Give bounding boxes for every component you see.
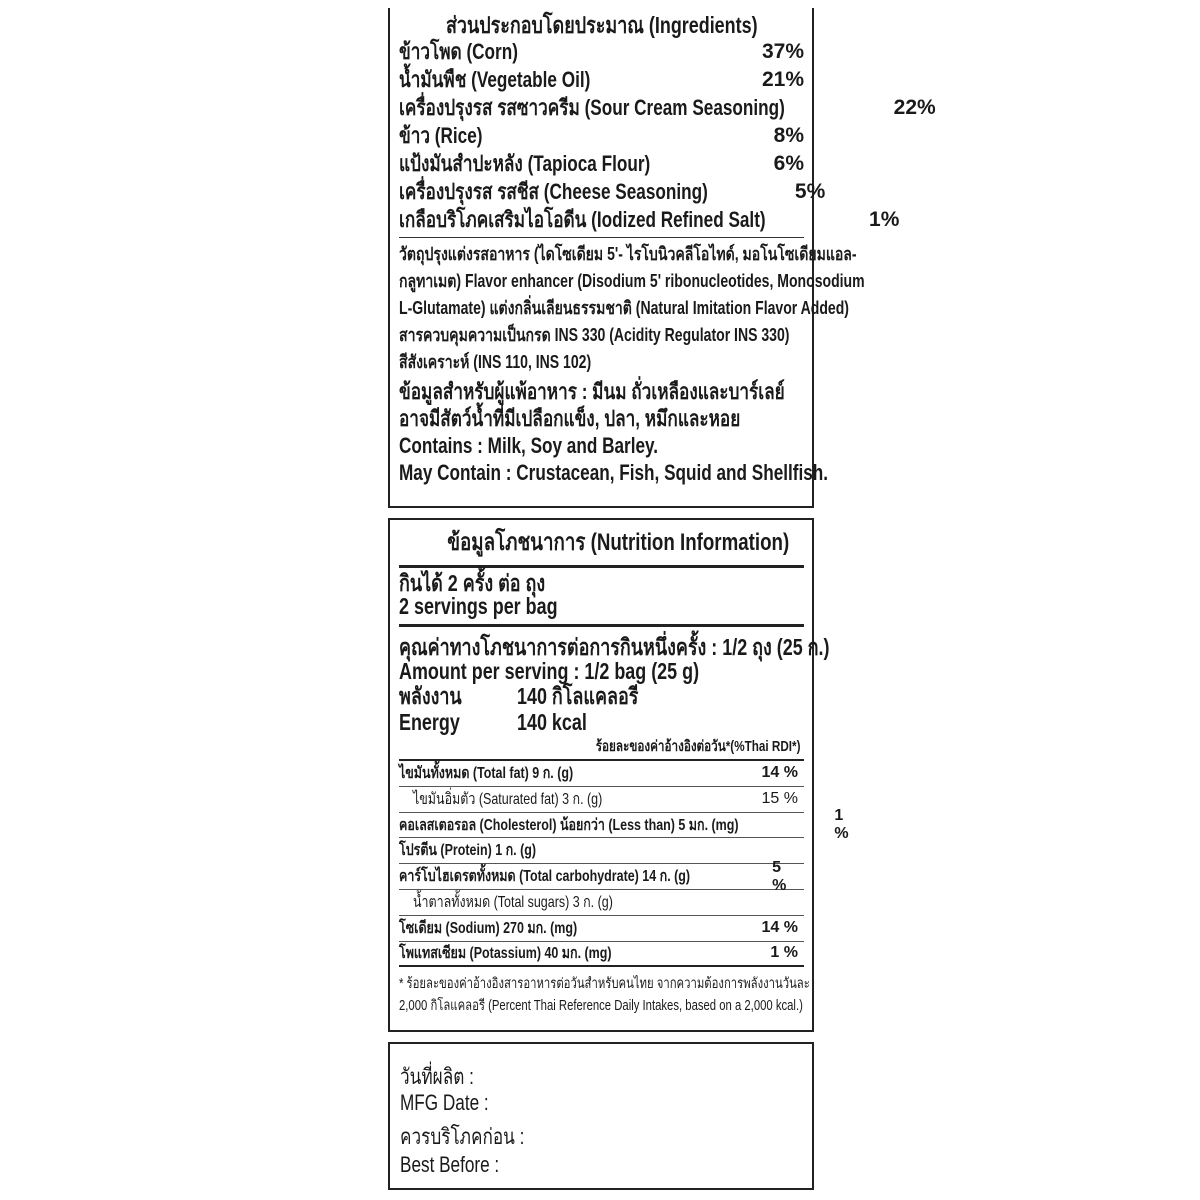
amount-block bbox=[399, 627, 830, 735]
ingredient-percent: 8% bbox=[773, 124, 804, 147]
nutrient-label: โพแทสเซียม (Potassium) 40 มก. (mg) bbox=[399, 944, 612, 962]
nutrient-label: ไขมันอิ่มตัว (Saturated fat) 3 ก. (g) bbox=[413, 790, 603, 808]
nutrient-row-saturated-fat bbox=[399, 787, 804, 813]
additive-line: L-Glutamate) แต่งกลิ่นเลียนธรรมชาติ (Natural Imitation Flavor Added) bbox=[399, 298, 849, 318]
nutrient-label: โปรตีน (Protein) 1 ก. (g) bbox=[399, 842, 537, 860]
ingredient-row-rice bbox=[399, 122, 804, 150]
nutrient-percent: 14 % bbox=[761, 764, 798, 782]
nutrition-title: ข้อมูลโภชนาการ (Nutrition Information) bbox=[447, 529, 790, 556]
nutrient-percent: 1 % bbox=[770, 944, 798, 962]
amount-en: Amount per serving : 1/2 bag (25 g) bbox=[399, 658, 700, 684]
ingredient-percent: 5% bbox=[794, 180, 826, 203]
nutrient-label: คาร์โบไฮเดรตทั้งหมด (Total carbohydrate) 14 ก. (g) bbox=[399, 868, 691, 886]
servings-th: กินได้ 2 ครั้ง ต่อ ถุง bbox=[399, 570, 546, 596]
nutrient-percent: 1 % bbox=[834, 807, 849, 842]
nutrient-row-sodium bbox=[399, 916, 804, 942]
allergen-may-contain: May Contain : Crustacean, Fish, Squid and Shellfish. bbox=[399, 460, 829, 485]
mfg-date-en: MFG Date : bbox=[400, 1090, 489, 1115]
additive-line: สารควบคุมความเป็นกรด INS 330 (Acidity Regulator INS 330) bbox=[399, 325, 790, 345]
nutrient-percent: 14 % bbox=[761, 919, 798, 937]
ingredients-panel bbox=[388, 8, 936, 508]
nutrient-table bbox=[399, 761, 849, 967]
additive-line: วัตถุปรุงแต่งรสอาหาร (ไดโซเดียม 5'- ไรโบนิวคลีโอไทด์, มอโนโซเดียมแอล- bbox=[399, 244, 857, 264]
ingredient-percent: 21% bbox=[761, 68, 804, 91]
rdi-header: ร้อยละของค่าอ้างอิงต่อวัน*(%Thai RDI*) bbox=[595, 738, 800, 755]
servings-block bbox=[399, 568, 804, 624]
energy-en-row bbox=[399, 709, 804, 735]
additives-block bbox=[399, 241, 865, 376]
ingredient-label: ข้าวโพด (Corn) bbox=[399, 39, 518, 64]
nutrient-label: โซเดียม (Sodium) 270 มก. (mg) bbox=[399, 919, 578, 937]
ingredient-label: น้ำมันพืช (Vegetable Oil) bbox=[399, 67, 591, 92]
additive-line: กลูทาเมต) Flavor enhancer (Disodium 5' ribonucleotides, Monosodium bbox=[399, 271, 865, 291]
nutrient-label: น้ำตาลทั้งหมด (Total sugars) 3 ก. (g) bbox=[413, 893, 613, 911]
amount-th: คุณค่าทางโภชนาการต่อการกินหนึ่งครั้ง : 1/2 ถุง (25 ก.) bbox=[399, 634, 830, 660]
ingredient-row-salt bbox=[399, 206, 900, 234]
ingredient-label: เกลือบริโภคเสริมไอโอดีน (Iodized Refined Salt) bbox=[399, 207, 766, 232]
ingredient-percent: 22% bbox=[893, 96, 936, 119]
energy-en-label: Energy bbox=[399, 709, 460, 735]
nutrient-row-protein bbox=[399, 838, 804, 864]
ingredient-row-corn bbox=[399, 38, 804, 66]
nutrient-percent: 5 % bbox=[772, 858, 787, 894]
allergen-line-th-2: อาจมีสัตว์น้ำที่มีเปลือกแข็ง, ปลา, หมึกและหอย bbox=[399, 406, 741, 431]
ingredient-row-sour-cream bbox=[399, 94, 936, 122]
ingredient-label: เครื่องปรุงรส รสชีส (Cheese Seasoning) bbox=[399, 179, 708, 204]
nutrient-row-potassium bbox=[399, 942, 804, 968]
ingredient-percent: 1% bbox=[869, 208, 900, 231]
ingredient-row-cheese bbox=[399, 178, 826, 206]
best-before-en: Best Before : bbox=[400, 1152, 500, 1177]
ingredients-list bbox=[399, 38, 936, 234]
nutrient-row-carbohydrate bbox=[399, 858, 804, 894]
nutrient-row-total-sugars bbox=[399, 890, 804, 916]
ingredients-title: ส่วนประกอบโดยประมาณ (Ingredients) bbox=[445, 12, 758, 38]
dates-panel bbox=[388, 1042, 814, 1190]
energy-th-value: 140 กิโลแคลอรี bbox=[517, 683, 639, 709]
allergen-line-th-1: ข้อมูลสำหรับผู้แพ้อาหาร : มีนม ถั่วเหลืองและบาร์เลย์ bbox=[399, 379, 785, 404]
mfg-date-th: วันที่ผลิต : bbox=[400, 1064, 474, 1089]
ingredient-percent: 6% bbox=[773, 152, 804, 175]
ingredient-label: ข้าว (Rice) bbox=[399, 123, 483, 148]
servings-en: 2 servings per bag bbox=[399, 593, 558, 619]
nutrient-percent: 15 % bbox=[761, 790, 798, 808]
best-before-th: ควรบริโภคก่อน : bbox=[400, 1124, 525, 1149]
ingredient-label: เครื่องปรุงรส รสซาวครีม (Sour Cream Seasoning) bbox=[399, 95, 785, 120]
energy-en-value: 140 kcal bbox=[517, 709, 587, 735]
allergen-contains: Contains : Milk, Soy and Barley. bbox=[399, 433, 659, 458]
nutrient-row-total-fat bbox=[399, 761, 804, 787]
nutrient-row-cholesterol bbox=[399, 807, 849, 842]
additive-line: สีสังเคราะห์ (INS 110, INS 102) bbox=[399, 352, 592, 372]
ingredient-row-tapioca bbox=[399, 150, 804, 178]
ingredient-percent: 37% bbox=[761, 40, 804, 63]
energy-th-row bbox=[399, 683, 804, 709]
nutrient-label: ไขมันทั้งหมด (Total fat) 9 ก. (g) bbox=[399, 764, 574, 782]
nutrition-panel bbox=[388, 518, 849, 1032]
allergen-block bbox=[399, 378, 829, 486]
divider bbox=[399, 237, 804, 238]
nutrient-label: คอเลสเตอรอล (Cholesterol) น้อยกว่า (Less than) 5 มก. (mg) bbox=[399, 816, 739, 834]
rdi-footnote: * ร้อยละของค่าอ้างอิงสารอาหารต่อวันสำหรับคนไทย จากความต้องการพลังงานวันละ 2,000 กิโลแคลอรี (Percent Thai Reference Daily Intakes, based on a 2,000 kcal.) bbox=[399, 976, 810, 1015]
energy-th-label: พลังงาน bbox=[399, 683, 462, 709]
ingredient-row-vegetable-oil bbox=[399, 66, 804, 94]
ingredient-label: แป้งมันสำปะหลัง (Tapioca Flour) bbox=[399, 151, 651, 176]
